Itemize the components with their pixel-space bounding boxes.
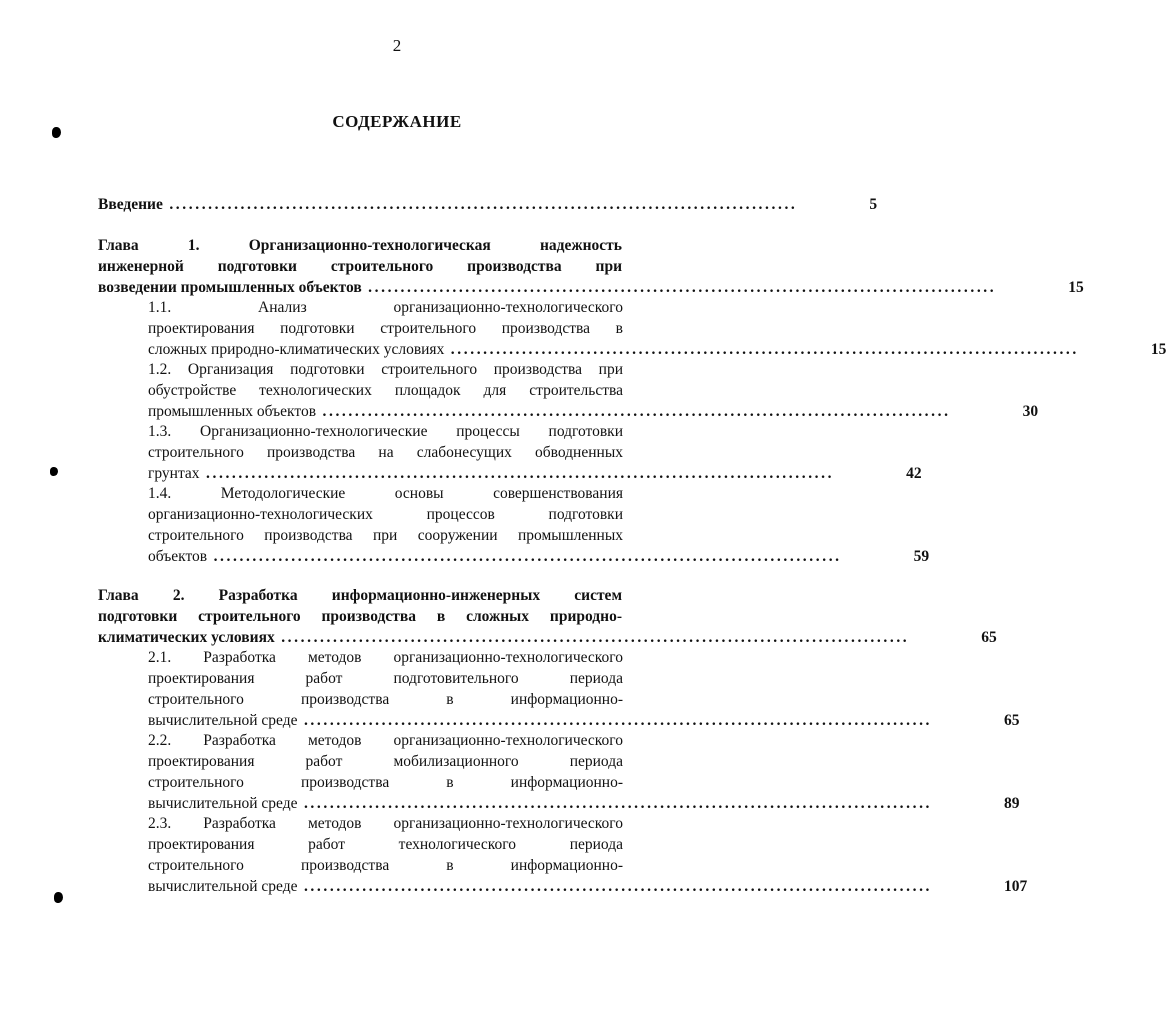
toc-section-line: проектирования работ подготовительного периода [148, 670, 623, 687]
toc-section-line: вычислительной среде [148, 878, 298, 895]
toc-page-number: 42 [906, 465, 922, 482]
dot-leader: ................................................................................................. [316, 403, 951, 420]
toc-chapter-line: климатических условиях [98, 629, 275, 646]
toc-section-line: проектирования подготовки строительного производства в [148, 320, 623, 337]
punch-mark [50, 467, 58, 476]
toc-page-number: 30 [1022, 403, 1039, 420]
toc-section-1-1 [148, 297, 1166, 360]
toc-page-number: 65 [1004, 712, 1020, 729]
toc-chapter-line: возведении промышленных объектов [98, 279, 362, 296]
toc-chapter-2 [98, 585, 997, 648]
punch-mark [52, 127, 61, 138]
dot-leader: ................................................................................................. [297, 795, 933, 812]
toc-page-number: 15 [1150, 341, 1166, 358]
toc-section-1-2 [148, 359, 1039, 422]
toc-section-line: 1.4. Методологические основы совершенствования [148, 485, 623, 502]
toc-section-line: 1.2. Организация подготовки строительного производства при [148, 361, 623, 378]
dot-leader: ................................................................................................. [207, 548, 842, 565]
dot-leader: ................................................................................................. [274, 629, 910, 646]
toc-section-line: проектирования работ технологического периода [148, 836, 623, 853]
toc-section-line: грунтах [148, 465, 200, 482]
toc-section-line: объектов [148, 548, 208, 565]
toc-page-number: 5 [869, 196, 878, 213]
toc-section-line: проектирования работ мобилизационного периода [148, 753, 623, 770]
dot-leader: ................................................................................................. [444, 341, 1079, 358]
toc-chapter-1 [98, 235, 1084, 298]
toc-section-line: вычислительной среде [148, 795, 298, 812]
toc-section-line: 2.1. Разработка методов организационно-технологического [148, 649, 623, 666]
page-number: 2 [392, 36, 402, 55]
dot-leader: ................................................................................................. [297, 712, 933, 729]
dot-leader: ................................................................................................. [297, 878, 933, 895]
toc-section-line: обустройстве технологических площадок для строительства [148, 382, 623, 399]
toc-section-line: строительного производства в информационно- [148, 774, 623, 791]
toc-section-line: промышленных объектов [148, 403, 317, 420]
toc-page-number: 65 [981, 629, 997, 646]
toc-chapter-line: Глава 1. Организационно-технологическая надежность [98, 237, 622, 254]
toc-section-line: сложных природно-климатических условиях [148, 341, 445, 358]
dot-leader: ................................................................................................. [162, 196, 798, 213]
toc-page-number: 107 [1004, 878, 1028, 895]
toc-chapter-line: инженерной подготовки строительного производства при [98, 258, 622, 275]
dot-leader: ................................................................................................. [361, 279, 997, 296]
toc-page-number: 89 [1004, 795, 1020, 812]
toc-section-2-1 [148, 647, 1020, 731]
toc-section-1-3 [148, 421, 922, 484]
toc-section-line: строительного производства при сооружении промышленных [148, 527, 623, 544]
toc-chapter-line: подготовки строительного производства в сложных природно- [98, 608, 622, 625]
toc-section-line: строительного производства в информационно- [148, 691, 623, 708]
toc-section-line: 2.2. Разработка методов организационно-технологического [148, 732, 623, 749]
toc-page-number: 15 [1068, 279, 1084, 296]
toc-section-2-3 [148, 813, 1028, 897]
toc-page-number: 59 [913, 548, 930, 565]
toc-section-1-4 [148, 483, 930, 567]
toc-chapter-line: Глава 2. Разработка информационно-инженерных систем [98, 587, 622, 604]
toc-section-line: вычислительной среде [148, 712, 298, 729]
toc-section-line: 1.3. Организационно-технологические процессы подготовки [148, 423, 623, 440]
toc-section-line: 1.1. Анализ организационно-технологического [148, 299, 623, 316]
toc-section-2-2 [148, 730, 1020, 814]
toc-entry-intro [98, 194, 878, 215]
page-title: СОДЕРЖАНИЕ [332, 112, 462, 131]
punch-mark [54, 892, 63, 903]
toc-section-line: организационно-технологических процессов подготовки [148, 506, 623, 523]
dot-leader: ................................................................................................. [199, 465, 835, 482]
toc-section-line: строительного производства на слабонесущих обводненных [148, 444, 623, 461]
toc-entry-label: Введение [98, 196, 163, 213]
toc-section-line: 2.3. Разработка методов организационно-технологического [148, 815, 623, 832]
toc-section-line: строительного производства в информационно- [148, 857, 623, 874]
